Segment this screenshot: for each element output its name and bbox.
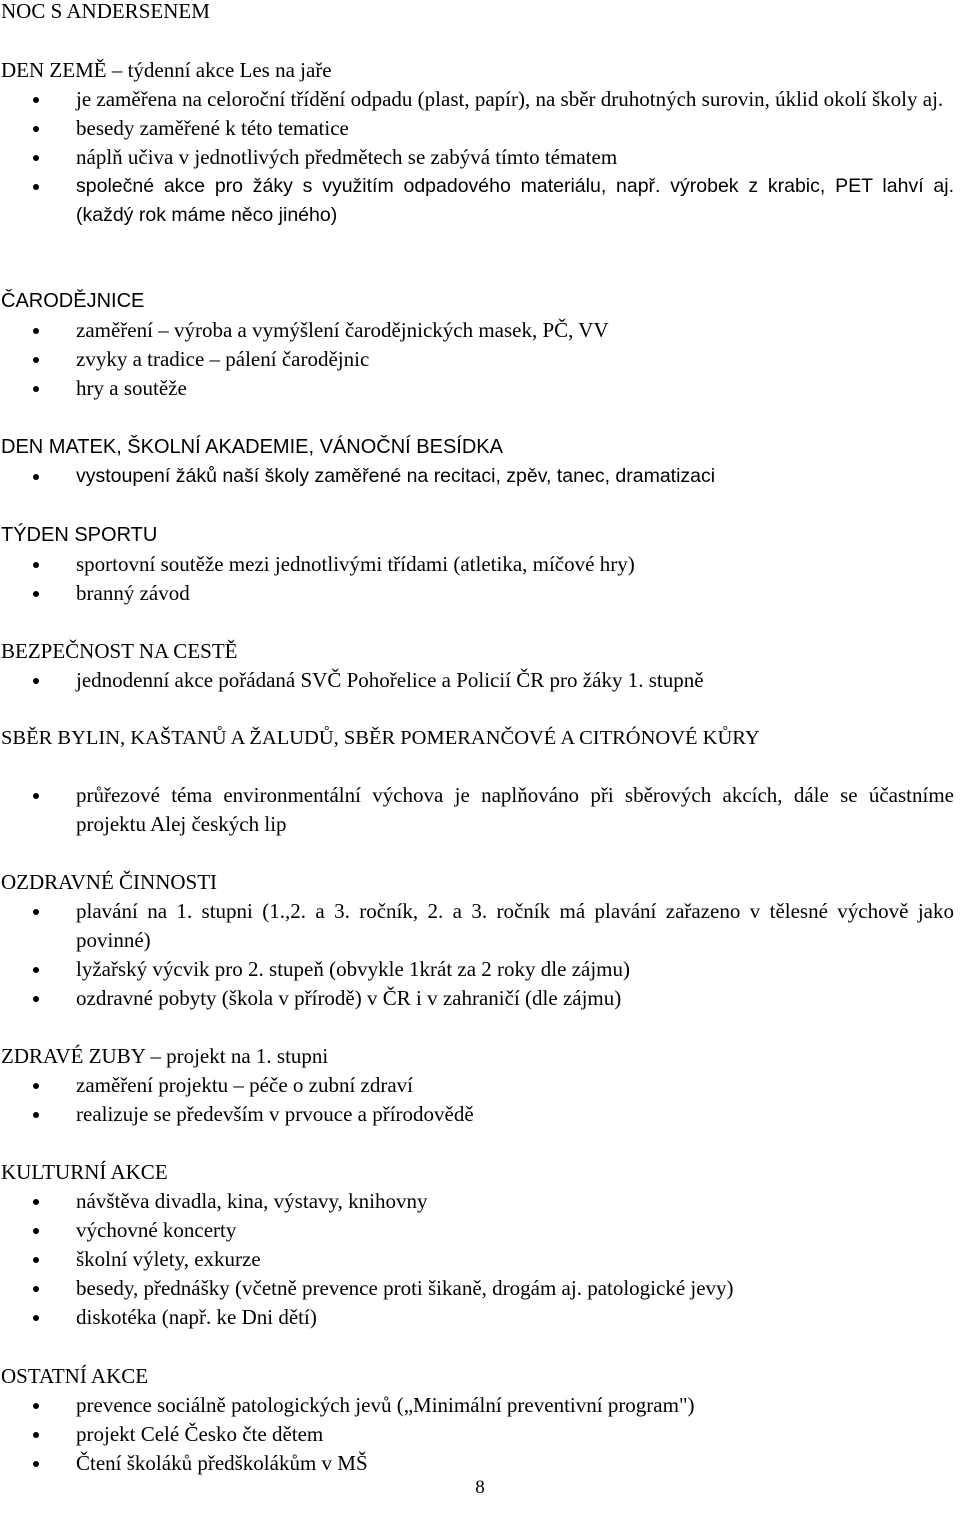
section-heading: OZDRAVNÉ ČINNOSTI: [1, 870, 218, 894]
bullet-icon: [33, 996, 39, 1002]
bullet-icon: [33, 1432, 39, 1438]
bullet-icon: [33, 1403, 39, 1409]
list-item-text: ozdravné pobyty (škola v přírodě) v ČR i v zahraničí (dle zájmu): [76, 986, 622, 1010]
list-item-text: hry a soutěže: [76, 376, 187, 400]
list-item: [0, 85, 960, 114]
list-item: [0, 1274, 960, 1303]
list-item-text: besedy zaměřené k této tematice: [76, 116, 349, 140]
page-number: 8: [475, 1477, 485, 1498]
list-item-text: lyžařský výcvik pro 2. stupeň (obvykle 1krát za 2 roky dle zájmu): [76, 957, 631, 981]
section-den-matek: [0, 433, 960, 491]
bullet-icon: [33, 184, 39, 190]
list-item-text: je zaměřena na celoroční třídění odpadu (plast, papír), na sběr druhotných surovin, úklid okolí školy aj.: [76, 87, 944, 111]
list-item: [0, 1303, 960, 1332]
bullet-icon: [33, 1315, 39, 1321]
section-sber-bylin: [0, 724, 960, 839]
list-item: [0, 897, 960, 955]
list-item-text: sportovní soutěže mezi jednotlivými třídami (atletika, míčové hry): [76, 552, 635, 576]
list-item-text: projekt Celé Česko čte dětem: [76, 1422, 324, 1446]
bullet-icon: [33, 909, 39, 915]
bullet-icon: [33, 386, 39, 392]
bullet-icon: [33, 155, 39, 161]
bullet-icon: [33, 328, 39, 334]
list-item-text: jednodenní akce pořádaná SVČ Pohořelice a Policií ČR pro žáky 1. stupně: [76, 668, 704, 692]
list-item: [0, 1391, 960, 1420]
section-bezpecnost-na-ceste: [0, 637, 960, 695]
bullet-icon: [33, 474, 39, 480]
bullet-icon: [33, 591, 39, 597]
list-item-text: besedy, přednášky (včetně prevence proti šikaně, drogám aj. patologické jevy): [76, 1276, 734, 1300]
bullet-icon: [33, 97, 39, 103]
section-heading: OSTATNÍ AKCE: [1, 1364, 149, 1388]
list-item: [0, 550, 960, 579]
list-item-text: zaměření – výroba a vymýšlení čarodějnických masek, PČ, VV: [76, 318, 609, 342]
bullet-list: [0, 666, 960, 695]
list-item: [0, 955, 960, 984]
section-heading: TÝDEN SPORTU: [1, 524, 158, 546]
list-item-text: branný závod: [76, 581, 190, 605]
section-heading: KULTURNÍ AKCE: [1, 1160, 168, 1184]
list-item-text: diskotéka (např. ke Dni dětí): [76, 1305, 317, 1329]
section-noc-s-andersenem: [0, 0, 960, 26]
bullet-icon: [33, 1083, 39, 1089]
bullet-icon: [33, 1286, 39, 1292]
bullet-icon: [33, 1228, 39, 1234]
bullet-icon: [33, 562, 39, 568]
bullet-icon: [33, 1112, 39, 1118]
bullet-list: [0, 550, 960, 608]
list-item: [0, 1449, 960, 1478]
list-item: [0, 781, 960, 839]
list-item: [0, 1245, 960, 1274]
list-item: [0, 316, 960, 345]
section-heading: ČARODĚJNICE: [1, 290, 145, 312]
list-item-text: školní výlety, exkurze: [76, 1247, 261, 1271]
list-item-text: zvyky a tradice – pálení čarodějnic: [76, 347, 370, 371]
bullet-list: [0, 781, 960, 839]
list-item: [0, 374, 960, 403]
list-item: [0, 172, 960, 230]
bullet-icon: [33, 793, 39, 799]
bullet-list: [0, 462, 960, 491]
bullet-list: [0, 1071, 960, 1129]
list-item-text: prevence sociálně patologických jevů („Minimální preventivní program"): [76, 1393, 695, 1417]
list-item-text: realizuje se především v prvouce a přírodovědě: [76, 1102, 474, 1126]
list-item: [0, 114, 960, 143]
list-item: [0, 1216, 960, 1245]
bullet-icon: [33, 126, 39, 132]
list-item: [0, 984, 960, 1013]
list-item-text: výchovné koncerty: [76, 1218, 237, 1242]
bullet-list: [0, 1187, 960, 1332]
list-item: [0, 1187, 960, 1216]
list-item: [0, 1100, 960, 1129]
bullet-icon: [33, 1461, 39, 1467]
section-heading: DEN ZEMĚ – týdenní akce Les na jaře: [1, 58, 332, 82]
list-item: [0, 462, 960, 491]
list-item-text: Čtení školáků předškolákům v MŠ: [76, 1451, 368, 1475]
section-ostatni-akce: [0, 1362, 960, 1478]
section-carodejnice: [0, 287, 960, 403]
bullet-list: [0, 1391, 960, 1478]
section-kulturni-akce: [0, 1158, 960, 1332]
bullet-icon: [33, 357, 39, 363]
section-heading: NOC S ANDERSENEM: [1, 0, 210, 23]
bullet-icon: [33, 678, 39, 684]
list-item-text: průřezové téma environmentální výchova je naplňováno při sběrových akcích, dále se účastníme projektu Alej českých lip: [76, 783, 954, 836]
section-heading: ZDRAVÉ ZUBY – projekt na 1. stupni: [1, 1044, 329, 1068]
bullet-icon: [33, 967, 39, 973]
list-item-text: společné akce pro žáky s využitím odpadového materiálu, např. výrobek z krabic, PET lahví aj. (každý rok máme něco jiného): [76, 175, 954, 226]
bullet-icon: [33, 1199, 39, 1205]
bullet-list: [0, 85, 960, 230]
section-heading: SBĚR BYLIN, KAŠTANŮ A ŽALUDŮ, SBĚR POMERANČOVÉ A CITRÓNOVÉ KŮRY: [1, 727, 760, 749]
section-den-zeme: [0, 56, 960, 230]
list-item-text: zaměření projektu – péče o zubní zdraví: [76, 1073, 414, 1097]
section-tyden-sportu: [0, 521, 960, 608]
list-item: [0, 143, 960, 172]
bullet-list: [0, 897, 960, 1013]
list-item: [0, 666, 960, 695]
list-item-text: návštěva divadla, kina, výstavy, knihovny: [76, 1189, 428, 1213]
list-item-text: vystoupení žáků naší školy zaměřené na recitaci, zpěv, tanec, dramatizaci: [76, 465, 716, 487]
list-item: [0, 345, 960, 374]
section-heading: BEZPEČNOST NA CESTĚ: [1, 639, 238, 663]
bullet-icon: [33, 1257, 39, 1263]
list-item: [0, 1071, 960, 1100]
bullet-list: [0, 316, 960, 403]
list-item-text: náplň učiva v jednotlivých předmětech se zabývá tímto tématem: [76, 145, 618, 169]
list-item: [0, 1420, 960, 1449]
list-item-text: plavání na 1. stupni (1.,2. a 3. ročník, 2. a 3. ročník má plavání zařazeno v tělesné výchově jako povinné): [76, 899, 954, 952]
section-heading: DEN MATEK, ŠKOLNÍ AKADEMIE, VÁNOČNÍ BESÍDKA: [1, 436, 503, 458]
section-zdrave-zuby: [0, 1042, 960, 1129]
list-item: [0, 579, 960, 608]
section-ozdravne-cinnosti: [0, 868, 960, 1013]
